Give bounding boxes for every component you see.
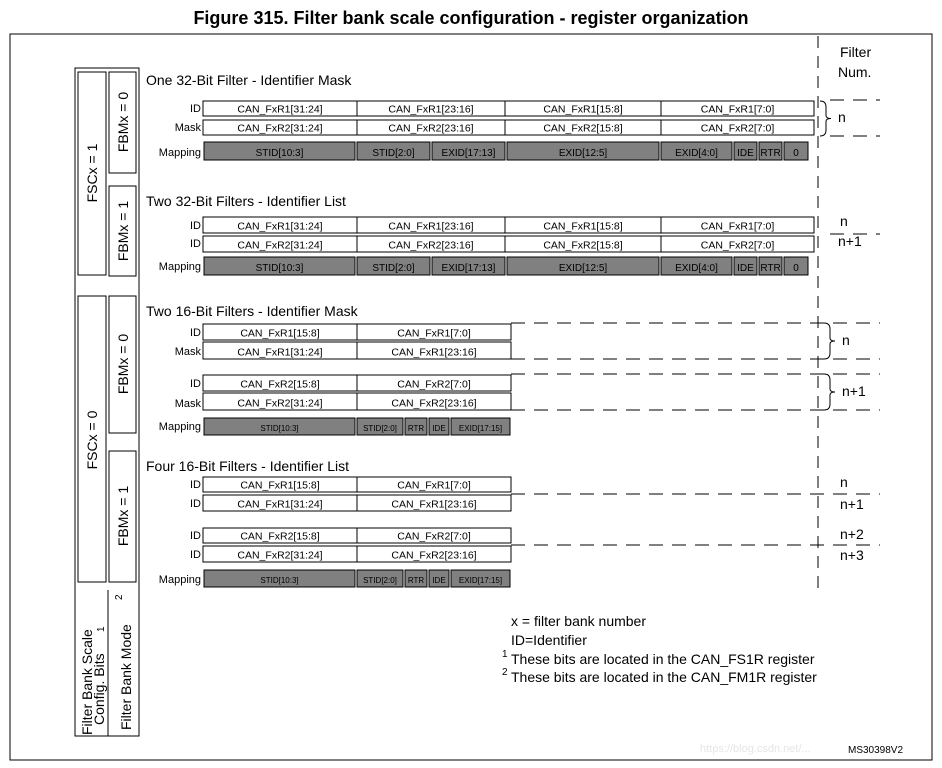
mapping-cell: IDE (737, 148, 754, 159)
s3-row-label-id-2: ID (190, 378, 201, 390)
note-line-3-sup: 1 (502, 649, 508, 660)
s3-mask-row-1-cell: CAN_FxR1[23:16] (391, 346, 477, 359)
s3-filter-num-n1: n+1 (842, 383, 866, 399)
fscx-1-label: FSCx = 1 (84, 143, 100, 203)
s4-id-row-1-cell: CAN_FxR1[15:8] (240, 479, 320, 492)
s4-filter-num-n2: n+2 (840, 526, 864, 542)
fbmx-label-4: FBMx = 1 (115, 485, 131, 547)
s4-mapping-label: Mapping (158, 574, 201, 586)
mapping-cell: RTR (760, 148, 781, 159)
filter-num-header-2: Num. (838, 64, 872, 80)
s2-row-label-id-2: ID (190, 238, 201, 250)
s1-mask-row-cell: CAN_FxR2[23:16] (388, 122, 474, 135)
mapping-cell: 0 (793, 263, 799, 274)
note-line-4-sup: 2 (502, 667, 508, 678)
mapping-cell: STID[2:0] (372, 148, 415, 159)
s2-filter-num-n: n (840, 213, 848, 229)
s3-mask-row-1-cell: CAN_FxR1[31:24] (237, 346, 323, 359)
fbmx-label-3: FBMx = 0 (115, 333, 131, 395)
s4-id-row-4-cell: CAN_FxR2[31:24] (237, 549, 323, 562)
note-line-3: These bits are located in the CAN_FS1R register (511, 651, 815, 667)
diagram-sections (146, 72, 880, 587)
mapping-cell: EXID[17:13] (441, 263, 496, 274)
s4-filter-num-n: n (840, 474, 848, 490)
s2-id-row-1-cell: CAN_FxR1[23:16] (388, 220, 474, 233)
s4-row-label-id-3: ID (190, 530, 201, 542)
s2-id-row-2-cell: CAN_FxR2[7:0] (700, 239, 775, 252)
s3-mask-row-2-cell: CAN_FxR2[23:16] (391, 397, 477, 410)
mapping-cell: EXID[12:5] (558, 148, 608, 159)
s3-mask-row-2-cell: CAN_FxR2[31:24] (237, 397, 323, 410)
s2-id-row-2-cell: CAN_FxR2[15:8] (543, 239, 623, 252)
s3-brace-2 (824, 374, 835, 410)
fbmx-label-1: FBMx = 0 (115, 91, 131, 153)
s1-brace (820, 101, 831, 136)
s2-filter-num-n1: n+1 (838, 233, 862, 249)
s3-row-label-mask-2: Mask (174, 398, 201, 410)
mapping-cell: STID[10:3] (260, 424, 299, 433)
watermark: https://blog.csdn.net/... (700, 743, 811, 755)
note-line-2: ID=Identifier (511, 632, 587, 648)
s2-row-label-id-1: ID (190, 220, 201, 232)
s4-id-row-2-cell: CAN_FxR1[31:24] (237, 498, 323, 511)
s1-id-row-cell: CAN_FxR1[7:0] (700, 103, 775, 116)
s4-id-row-2-cell: CAN_FxR1[23:16] (391, 498, 477, 511)
note-line-4: These bits are located in the CAN_FM1R register (511, 669, 817, 685)
mapping-cell: EXID[17:15] (458, 576, 503, 585)
s3-mapping-label: Mapping (158, 421, 201, 433)
section-3-title: Two 16-Bit Filters - Identifier Mask (146, 303, 358, 319)
s3-row-label-mask-1: Mask (174, 346, 201, 358)
mapping-cell: STID[10:3] (255, 148, 304, 159)
s1-filter-num-n: n (838, 109, 846, 125)
s2-id-row-1-cell: CAN_FxR1[31:24] (237, 220, 323, 233)
s4-id-row-3-cell: CAN_FxR2[15:8] (240, 530, 320, 543)
s2-id-row-2-cell: CAN_FxR2[23:16] (388, 239, 474, 252)
s4-filter-num-n3: n+3 (840, 547, 864, 563)
mode-caption-sup: 2 (114, 594, 125, 600)
section-4-title: Four 16-Bit Filters - Identifier List (146, 458, 350, 474)
s1-mask-row-cell: CAN_FxR2[7:0] (700, 122, 775, 135)
mapping-cell: STID[2:0] (372, 263, 415, 274)
mapping-cell: STID[2:0] (363, 576, 397, 585)
s3-id-row-2-cell: CAN_FxR2[15:8] (240, 378, 320, 391)
s3-id-row-1-cell: CAN_FxR1[15:8] (240, 327, 320, 340)
mapping-cell: 0 (793, 148, 799, 159)
mapping-cell: RTR (407, 424, 425, 433)
s4-id-row-1-cell: CAN_FxR1[7:0] (397, 479, 471, 492)
s1-mask-row-cell: CAN_FxR2[31:24] (237, 122, 323, 135)
s4-row-label-id-2: ID (190, 498, 201, 510)
mapping-cell: EXID[12:5] (558, 263, 608, 274)
s4-id-row-3-cell: CAN_FxR2[7:0] (397, 530, 471, 543)
scale-caption-line-2: Config. Bits (91, 653, 107, 725)
mapping-cell: RTR (760, 263, 781, 274)
s1-id-row-cell: CAN_FxR1[31:24] (237, 103, 323, 116)
s2-id-row-1-cell: CAN_FxR1[15:8] (543, 220, 623, 233)
mapping-cell: RTR (407, 576, 425, 585)
scale-caption-line-1: Filter Bank Scale (79, 629, 95, 735)
mapping-cell: STID[10:3] (260, 576, 299, 585)
s1-id-row-cell: CAN_FxR1[23:16] (388, 103, 474, 116)
s1-id-row-cell: CAN_FxR1[15:8] (543, 103, 623, 116)
s2-mapping-label: Mapping (158, 261, 201, 273)
filter-num-header-1: Filter (840, 44, 872, 60)
s1-row-label-id: ID (190, 103, 201, 115)
s3-row-label-id-1: ID (190, 327, 201, 339)
section-2-title: Two 32-Bit Filters - Identifier List (146, 193, 346, 209)
mapping-cell: STID[10:3] (255, 263, 304, 274)
s3-filter-num-n: n (842, 332, 850, 348)
mapping-cell: IDE (432, 424, 446, 433)
fbmx-label-2: FBMx = 1 (115, 200, 131, 262)
mapping-cell: EXID[17:15] (458, 424, 503, 433)
s3-brace-1 (824, 323, 835, 359)
s3-id-row-1-cell: CAN_FxR1[7:0] (397, 327, 471, 340)
mapping-cell: EXID[4:0] (675, 148, 718, 159)
s4-row-label-id-1: ID (190, 479, 201, 491)
s4-row-label-id-4: ID (190, 549, 201, 561)
mode-caption: Filter Bank Mode (118, 624, 134, 730)
figure-code: MS30398V2 (848, 745, 904, 756)
s2-id-row-1-cell: CAN_FxR1[7:0] (700, 220, 775, 233)
fscx-0-label: FSCx = 0 (84, 410, 100, 470)
s1-mapping-label: Mapping (158, 147, 201, 159)
mapping-cell: STID[2:0] (363, 424, 397, 433)
mapping-cell: IDE (432, 576, 446, 585)
scale-caption-sup: 1 (96, 626, 107, 632)
mapping-cell: EXID[4:0] (675, 263, 718, 274)
note-line-1: x = filter bank number (511, 613, 647, 629)
mapping-cell: IDE (737, 263, 754, 274)
section-1-title: One 32-Bit Filter - Identifier Mask (146, 72, 352, 88)
s3-id-row-2-cell: CAN_FxR2[7:0] (397, 378, 471, 391)
s1-mask-row-cell: CAN_FxR2[15:8] (543, 122, 623, 135)
s1-row-label-mask: Mask (174, 122, 201, 134)
figure-title: Figure 315. Filter bank scale configuration - register organization (193, 8, 749, 28)
s2-id-row-2-cell: CAN_FxR2[31:24] (237, 239, 323, 252)
s4-filter-num-n1: n+1 (840, 496, 864, 512)
s4-id-row-4-cell: CAN_FxR2[23:16] (391, 549, 477, 562)
mapping-cell: EXID[17:13] (441, 148, 496, 159)
